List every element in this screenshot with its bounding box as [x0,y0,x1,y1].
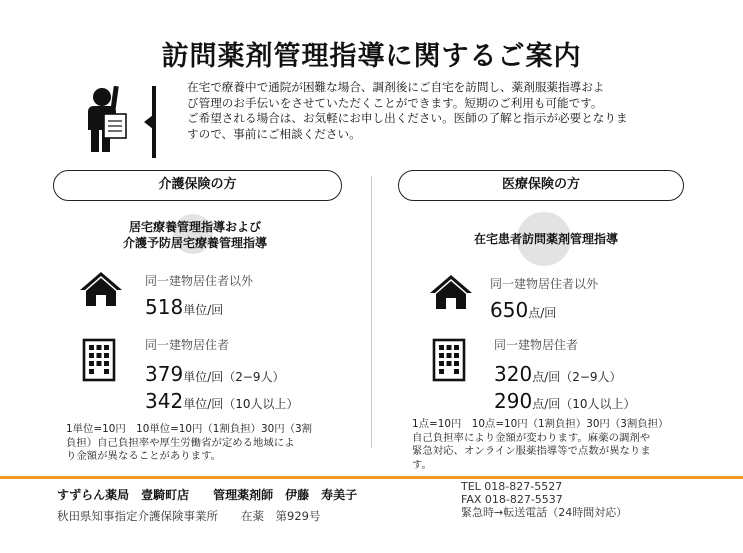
column-divider [371,176,372,448]
medical-subtitle [430,231,662,247]
note-line: 緊急対応、オンライン服薬指導等で点数が異なりま [412,445,651,458]
care-same-price [145,362,285,386]
intro-line: 在宅で療養中で通院が困難な場合、調剤後にご自宅を訪問し、薬剤服薬指導およ [187,80,605,94]
price-unit: 点/回（2−9人） [532,370,622,384]
apartment-building-icon [432,338,466,382]
speech-pointer [144,115,153,129]
price-value: 650 [490,298,529,322]
price-unit: 点/回 [528,306,557,320]
medical-same-label: 同一建物居住者 [494,338,579,352]
medical-other-label: 同一建物居住者以外 [490,277,599,291]
intro-line: すので、事前にご相談ください。 [187,126,361,141]
apartment-building-icon [82,338,116,382]
note-line: り金額が異なることがあります。 [66,450,222,463]
care-other-label: 同一建物居住者以外 [145,274,254,288]
note-line: 自己負担率により金額が変わります。麻薬の調剤や [412,431,651,444]
house-icon [428,273,474,311]
note-line: 負担）自己負担率や厚生労働省が定める地域によ [66,436,295,449]
tel-number: TEL 018-827-5527 [461,480,563,493]
price-unit: 単位/回（10人以上） [183,397,299,411]
emergency-line: 緊急時→転送電話（24時間対応） [461,506,628,520]
care-other-price [145,295,223,319]
license-info: 秋田県知事指定介護保険事業所 在薬 第929号 [57,509,321,523]
medical-same-price [494,362,622,386]
intro-text [187,80,677,142]
price-value: 320 [494,362,533,386]
house-icon [78,270,124,308]
note-line: 1単位=10円 10単位=10円（1割負担）30円（3割 [66,423,312,435]
price-unit: 単位/回（2−9人） [183,370,285,384]
pharmacy-info: すずらん薬局 壹騎町店 管理薬剤師 伊藤 寿美子 [57,488,358,502]
accent-bar [0,476,743,479]
note-line: す。 [412,458,432,471]
intro-line: び管理のお手伝いをさせていただくことができます。短期のご利用も可能です。 [187,95,603,110]
price-value: 518 [145,295,184,319]
care-subtitle [90,219,300,251]
note-line: 1点=10円 10点=10円（1割負担）30円（3割負担） [412,418,669,430]
fax-number: FAX 018-827-5537 [461,493,563,507]
care-insurance-heading: 介護保険の方 [53,170,342,201]
medical-subtitle-line: 在宅患者訪問薬剤管理指導 [473,232,618,246]
medical-other-price [490,298,556,322]
price-unit: 単位/回 [183,303,224,317]
price-value: 379 [145,362,184,386]
medical-note [412,418,712,472]
page-title: 訪問薬剤管理指導に関するご案内 [161,41,582,72]
medical-insurance-heading: 医療保険の方 [398,170,684,201]
care-subtitle-line: 介護予防居宅療養管理指導 [122,236,267,250]
person-with-clipboard-icon [82,84,144,154]
care-note [66,423,356,464]
price-unit: 点/回（10人以上） [532,397,636,411]
care-same-label: 同一建物居住者 [145,338,230,352]
contact-info [461,480,627,520]
care-subtitle-line: 居宅療養管理指導および [128,220,261,234]
medical-same-price [494,389,636,413]
price-value: 342 [145,389,184,413]
care-same-price [145,389,299,413]
price-value: 290 [494,389,533,413]
intro-line: ご希望される場合は、お気軽にお申し出ください。医師の了解と指示が必要となりま [187,111,628,126]
